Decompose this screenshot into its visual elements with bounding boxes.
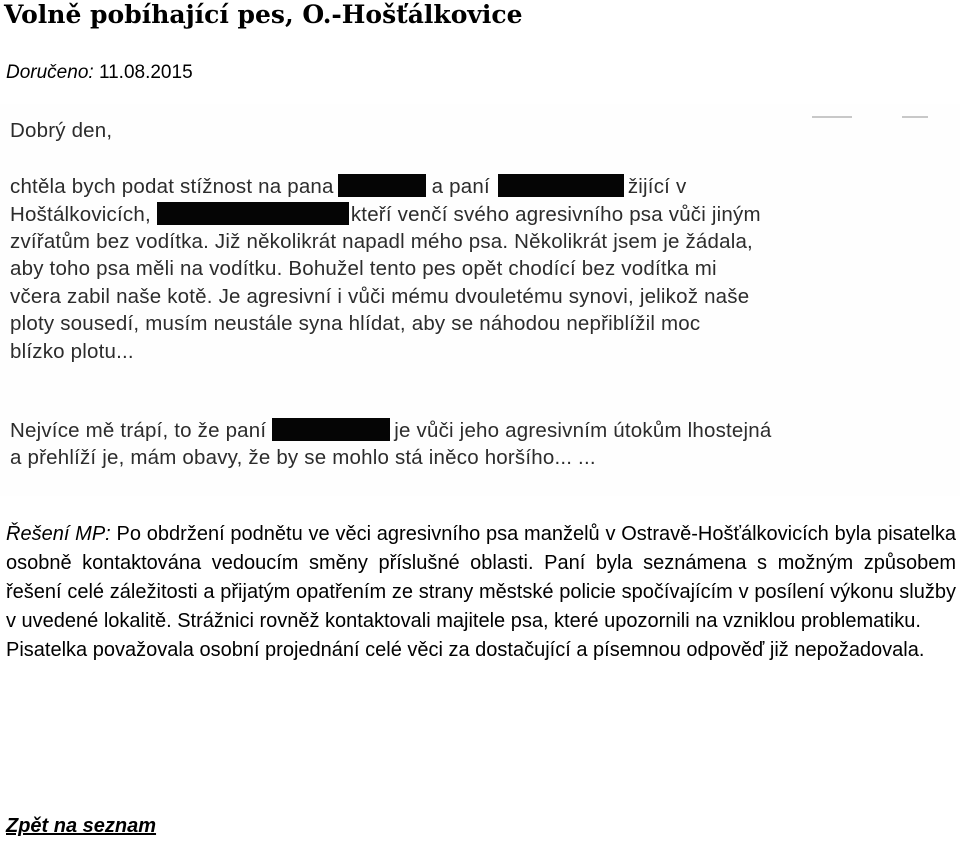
letter-line: včera zabil naše kotě. Je agresivní i vůči mému dvouletému synovi, jelikož naše [10, 285, 750, 308]
letter-line: zvířatům bez vodítka. Již několikrát napadl mého psa. Několikrát jsem je žádala, [10, 230, 753, 253]
delivered-value: 11.08.2015 [98, 62, 193, 83]
solution-paragraph [6, 520, 956, 636]
delivered-date [6, 61, 193, 85]
letter-greeting: Dobrý den, [10, 119, 113, 142]
scan-speck [902, 116, 928, 118]
letter-text: chtěla bych podat stížnost na pana [10, 175, 334, 198]
scan-speck [812, 116, 852, 118]
letter-line: blízko plotu... [10, 340, 134, 363]
letter-text: a paní [431, 175, 490, 198]
scanned-letter [0, 104, 960, 496]
letter-line [10, 202, 761, 228]
letter-text: Hoštálkovicích, [10, 203, 151, 226]
letter-text: je vůči jeho agresivním útokům lhostejná [394, 419, 772, 442]
redaction-block [157, 202, 349, 225]
solution-paragraph [6, 636, 956, 665]
solution-text: Po obdržení podnětu ve věci agresivního psa manželů v Ostravě-Hošťálkovicích byla pisatelka osobně kontaktována vedoucím směny příslušné oblasti. Paní byla seznámena s možným způsobem řešení celé záležitosti a přijatým opatřením ze strany městské policie spočívajícím v posílení výkonu služby v uvedené lokalitě. Strážnici rovněž kontaktovali majitele psa, které upozornili na vzniklou problematiku. [6, 523, 957, 632]
redaction-block [272, 418, 390, 441]
letter-text: žijící v [627, 175, 687, 198]
redaction-block [338, 174, 426, 197]
letter-line: aby toho psa měli na vodítku. Bohužel tento pes opět chodící bez vodítka mi [10, 257, 717, 280]
solution-section [6, 520, 956, 665]
solution-text: Pisatelka považovala osobní projednání celé věci za dostačující a písemnou odpověď již nepožadovala. [6, 639, 925, 661]
letter-line [10, 174, 686, 200]
solution-label: Řešení MP: [6, 523, 111, 545]
letter-line: a přehlíží je, mám obavy, že by se mohlo stá iněco horšího... ... [10, 446, 596, 469]
letter-line: ploty sousedí, musím neustále syna hlídat, aby se náhodou nepřiblížil moc [10, 312, 701, 335]
letter-line [10, 418, 771, 444]
delivered-label: Doručeno: [6, 62, 94, 83]
redaction-block [498, 174, 624, 197]
page-title: Volně pobíhající pes, O.-Hošťálkovice [4, 0, 523, 29]
letter-text: kteří venčí svého agresivního psa vůči jiným [350, 203, 761, 226]
letter-text: Nejvíce mě trápí, to že paní [10, 419, 267, 442]
back-to-list-link[interactable]: Zpět na seznam [6, 815, 157, 837]
